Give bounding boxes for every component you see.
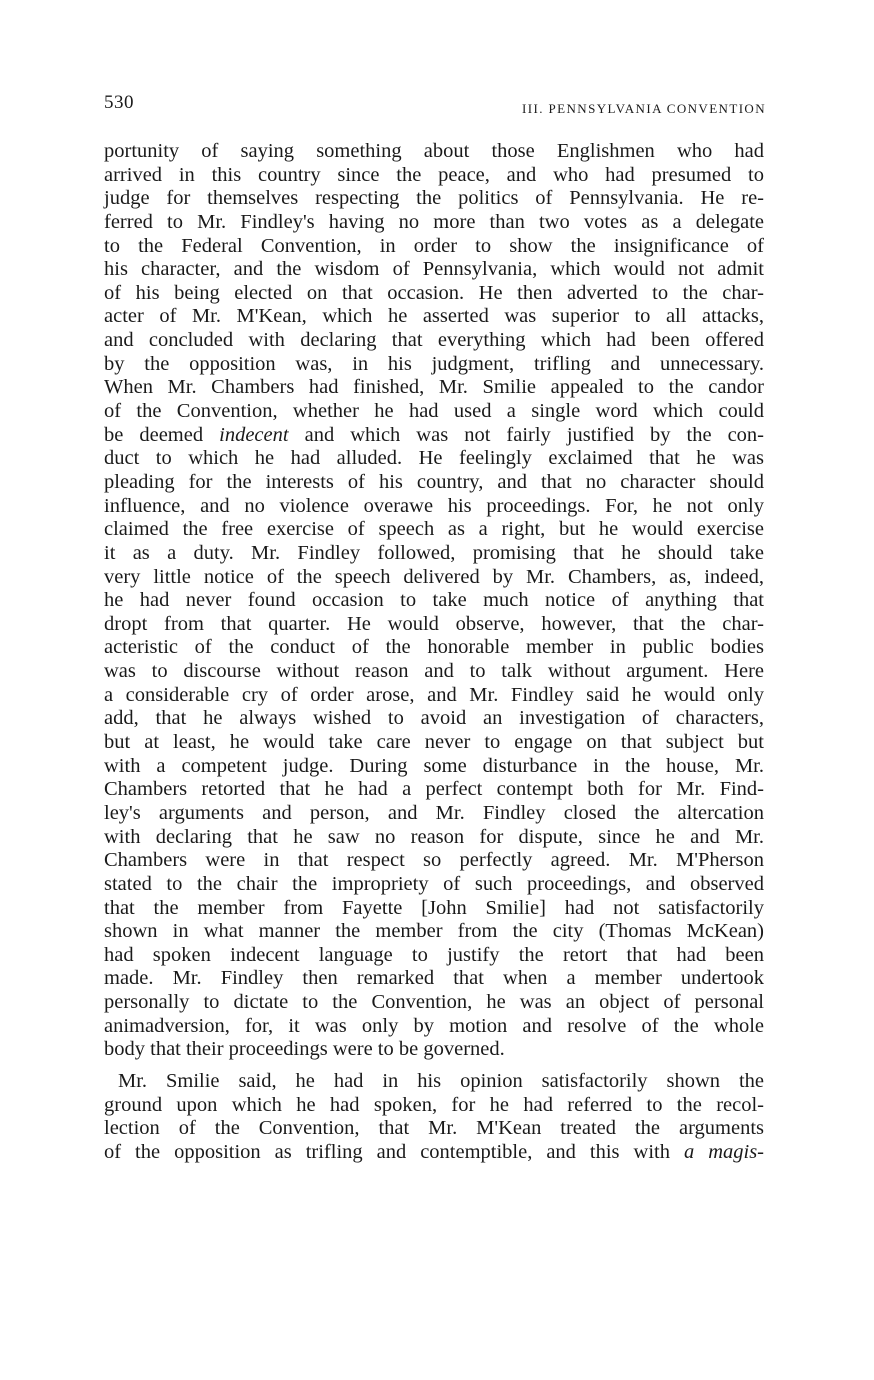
text-line — [104, 447, 764, 471]
text-line — [104, 235, 764, 259]
text-line — [104, 589, 764, 613]
text-line — [104, 140, 764, 164]
text-line — [104, 164, 764, 188]
text-line-content: with a competent judge. During some disturbance in the house, Mr. — [104, 754, 764, 777]
text-line-content: he had never found occasion to take much notice of anything that — [104, 589, 764, 612]
text-line-content: made. Mr. Findley then remarked that when a member undertook — [104, 967, 764, 990]
text-line — [104, 518, 764, 542]
text-line-content: duct to which he had alluded. He feelingly exclaimed that he was — [104, 447, 764, 470]
text-line-content: of his being elected on that occasion. He then adverted to the char- — [104, 281, 764, 304]
text-line — [104, 944, 764, 968]
text-line-content: ley's arguments and person, and Mr. Findley closed the altercation — [104, 801, 764, 824]
text-line — [104, 258, 764, 282]
text-line — [104, 424, 764, 448]
text-line-content: ferred to Mr. Findley's having no more than two votes as a delegate — [104, 210, 764, 233]
text-line-content: pleading for the interests of his country, and that no character should — [104, 470, 764, 493]
text-line-content: add, that he always wished to avoid an investigation of characters, — [104, 707, 764, 730]
italic-text: a magis- — [683, 1140, 764, 1163]
text-line — [104, 187, 764, 211]
text-line — [104, 826, 764, 850]
text-line-content: Chambers were in that respect so perfectly agreed. Mr. M'Pherson — [104, 849, 764, 872]
italic-text: indecent — [219, 423, 289, 446]
text-line — [104, 1070, 764, 1094]
text-line — [104, 1015, 764, 1039]
text-line-content: and which was not fairly justified by the con- — [288, 423, 765, 446]
text-line — [104, 636, 764, 660]
text-line-content: very little notice of the speech delivered by Mr. Chambers, as, indeed, — [104, 565, 764, 588]
text-line-content: be deemed — [104, 423, 220, 446]
text-line — [104, 802, 764, 826]
text-line — [104, 329, 764, 353]
text-line-content: acter of Mr. M'Kean, which he asserted was superior to all attacks, — [104, 305, 764, 328]
running-head: III. PENNSYLVANIA CONVENTION — [522, 101, 766, 116]
text-line-content: Chambers retorted that he had a perfect contempt both for Mr. Find- — [104, 778, 764, 801]
text-line-content: arrived in this country since the peace, and who had presumed to — [104, 163, 764, 186]
text-line — [104, 400, 764, 424]
text-line — [104, 967, 764, 991]
text-line-content: When Mr. Chambers had finished, Mr. Smilie appealed to the candor — [104, 376, 764, 399]
text-line-content: influence, and no violence overawe his proceedings. For, he not only — [104, 494, 764, 517]
text-line-content: personally to dictate to the Convention, he was an object of personal — [104, 991, 764, 1014]
text-line — [104, 376, 764, 400]
text-line-content: his character, and the wisdom of Pennsylvania, which would not admit — [104, 258, 764, 281]
text-line — [104, 755, 764, 779]
text-line — [104, 1141, 764, 1165]
paragraph-2 — [104, 1070, 764, 1165]
text-line-content: that the member from Fayette [John Smilie] had not satisfactorily — [104, 896, 764, 919]
text-line-content: animadversion, for, it was only by motion and resolve of the whole — [104, 1014, 764, 1037]
text-line — [104, 731, 764, 755]
text-line-content: to the Federal Convention, in order to show the insignificance of — [104, 234, 764, 257]
text-line — [104, 873, 764, 897]
text-line — [104, 707, 764, 731]
text-line-content: and concluded with declaring that everything which had been offered — [104, 329, 764, 352]
text-line-content: a considerable cry of order arose, and Mr. Findley said he would only — [104, 683, 764, 706]
text-line-content: claimed the free exercise of speech as a right, but he would exercise — [104, 518, 764, 541]
text-line-content: of the Convention, whether he had used a single word which could — [104, 400, 764, 423]
text-line-content: with declaring that he saw no reason for dispute, since he and Mr. — [104, 825, 764, 848]
text-line-content: acteristic of the conduct of the honorable member in public bodies — [104, 636, 764, 659]
text-line — [104, 849, 764, 873]
text-line — [104, 542, 764, 566]
text-line — [104, 471, 764, 495]
text-line-content: judge for themselves respecting the politics of Pennsylvania. He re- — [104, 187, 764, 210]
text-line — [104, 495, 764, 519]
text-line — [104, 282, 764, 306]
paragraph-1 — [104, 140, 764, 1062]
text-line-content: it as a duty. Mr. Findley followed, promising that he should take — [104, 541, 764, 564]
text-line-content: but at least, he would take care never to engage on that subject but — [104, 731, 764, 754]
text-line-content: Mr. Smilie said, he had in his opinion satisfactorily shown the — [118, 1069, 764, 1092]
text-line-content: body that their proceedings were to be governed. — [104, 1038, 505, 1061]
text-line-content: was to discourse without reason and to talk without argument. Here — [104, 660, 764, 683]
text-line — [104, 613, 764, 637]
text-line — [104, 660, 764, 684]
text-line — [104, 897, 764, 921]
text-line-content: by the opposition was, in his judgment, trifling and unnecessary. — [104, 352, 764, 375]
text-line — [104, 991, 764, 1015]
text-line-content: ground upon which he had spoken, for he had referred to the recol- — [104, 1093, 764, 1116]
text-line — [104, 920, 764, 944]
text-line — [104, 566, 764, 590]
text-line — [104, 353, 764, 377]
text-line-content: stated to the chair the impropriety of such proceedings, and observed — [104, 872, 764, 895]
text-line — [104, 305, 764, 329]
text-line — [104, 1038, 764, 1062]
page-number: 530 — [104, 92, 134, 113]
text-line-content: of the opposition as trifling and contemptible, and this with — [104, 1140, 684, 1163]
text-line — [104, 1094, 764, 1118]
text-line — [104, 684, 764, 708]
text-line-content: lection of the Convention, that Mr. M'Kean treated the arguments — [104, 1117, 764, 1140]
text-line — [104, 211, 764, 235]
text-line-content: dropt from that quarter. He would observe, however, that the char- — [104, 612, 764, 635]
body-text — [104, 140, 764, 1165]
text-line-content: portunity of saying something about those Englishmen who had — [104, 140, 764, 162]
text-line — [104, 778, 764, 802]
text-line — [104, 1117, 764, 1141]
text-line-content: shown in what manner the member from the city (Thomas McKean) — [104, 920, 764, 943]
text-line-content: had spoken indecent language to justify the retort that had been — [104, 943, 764, 966]
